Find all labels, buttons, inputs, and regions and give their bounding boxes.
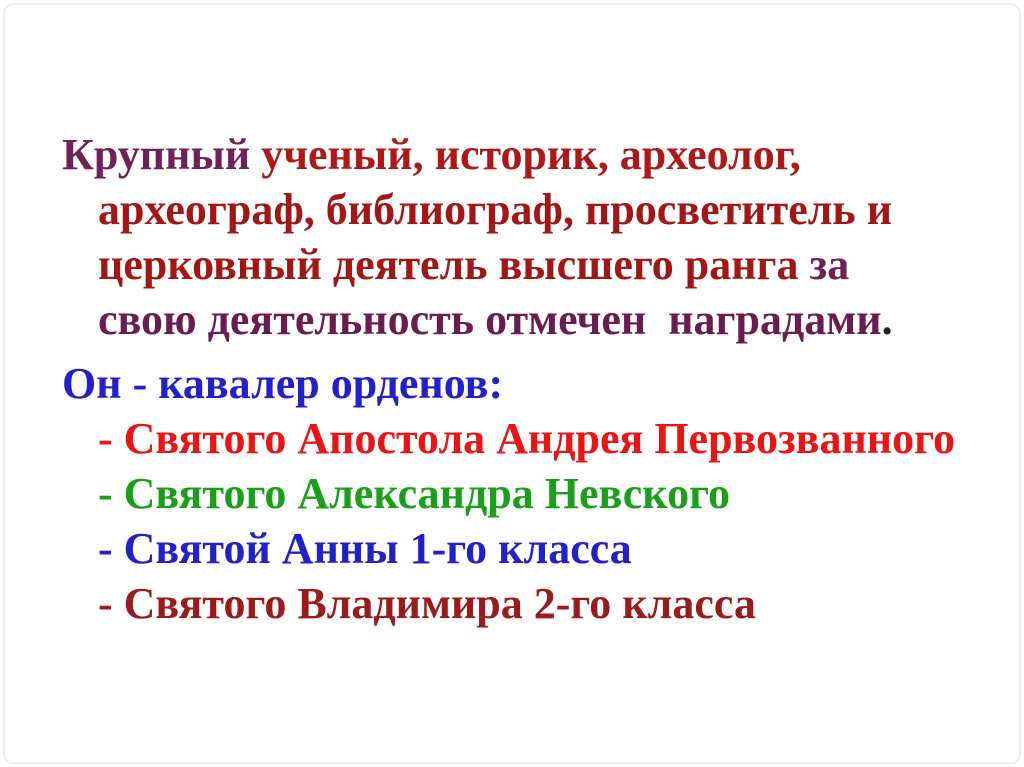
awards-paragraph-line — [62, 182, 1012, 237]
order-list-item: - Святой Анны 1-го класса — [98, 524, 632, 573]
paragraph-text-segment: церковный деятель высшего ранга — [98, 240, 810, 289]
orders-heading: Он - кавалер орденов: — [62, 359, 504, 408]
paragraph-text-segment: свою деятельность отмечен наградами — [98, 295, 882, 344]
awards-paragraph-line — [62, 237, 1012, 292]
order-list-item: - Святого Апостола Андрея Первозванного — [98, 414, 956, 463]
orders-list — [62, 411, 1012, 631]
paragraph-text-segment: . — [881, 295, 893, 344]
paragraph-text-segment: ученый, историк, археолог, — [261, 130, 801, 179]
awards-paragraph — [62, 127, 1012, 347]
order-list-item: - Святого Владимира 2-го класса — [98, 579, 756, 628]
slide-content — [62, 127, 1012, 631]
paragraph-text-segment: археограф, библиограф, просветитель и — [98, 185, 893, 234]
order-list-item: - Святого Александра Невского — [98, 469, 730, 518]
paragraph-text-segment: за — [809, 240, 850, 289]
paragraph-text-segment: Крупный — [62, 130, 262, 179]
awards-paragraph-line — [62, 292, 1012, 347]
awards-paragraph-line — [62, 127, 1012, 182]
